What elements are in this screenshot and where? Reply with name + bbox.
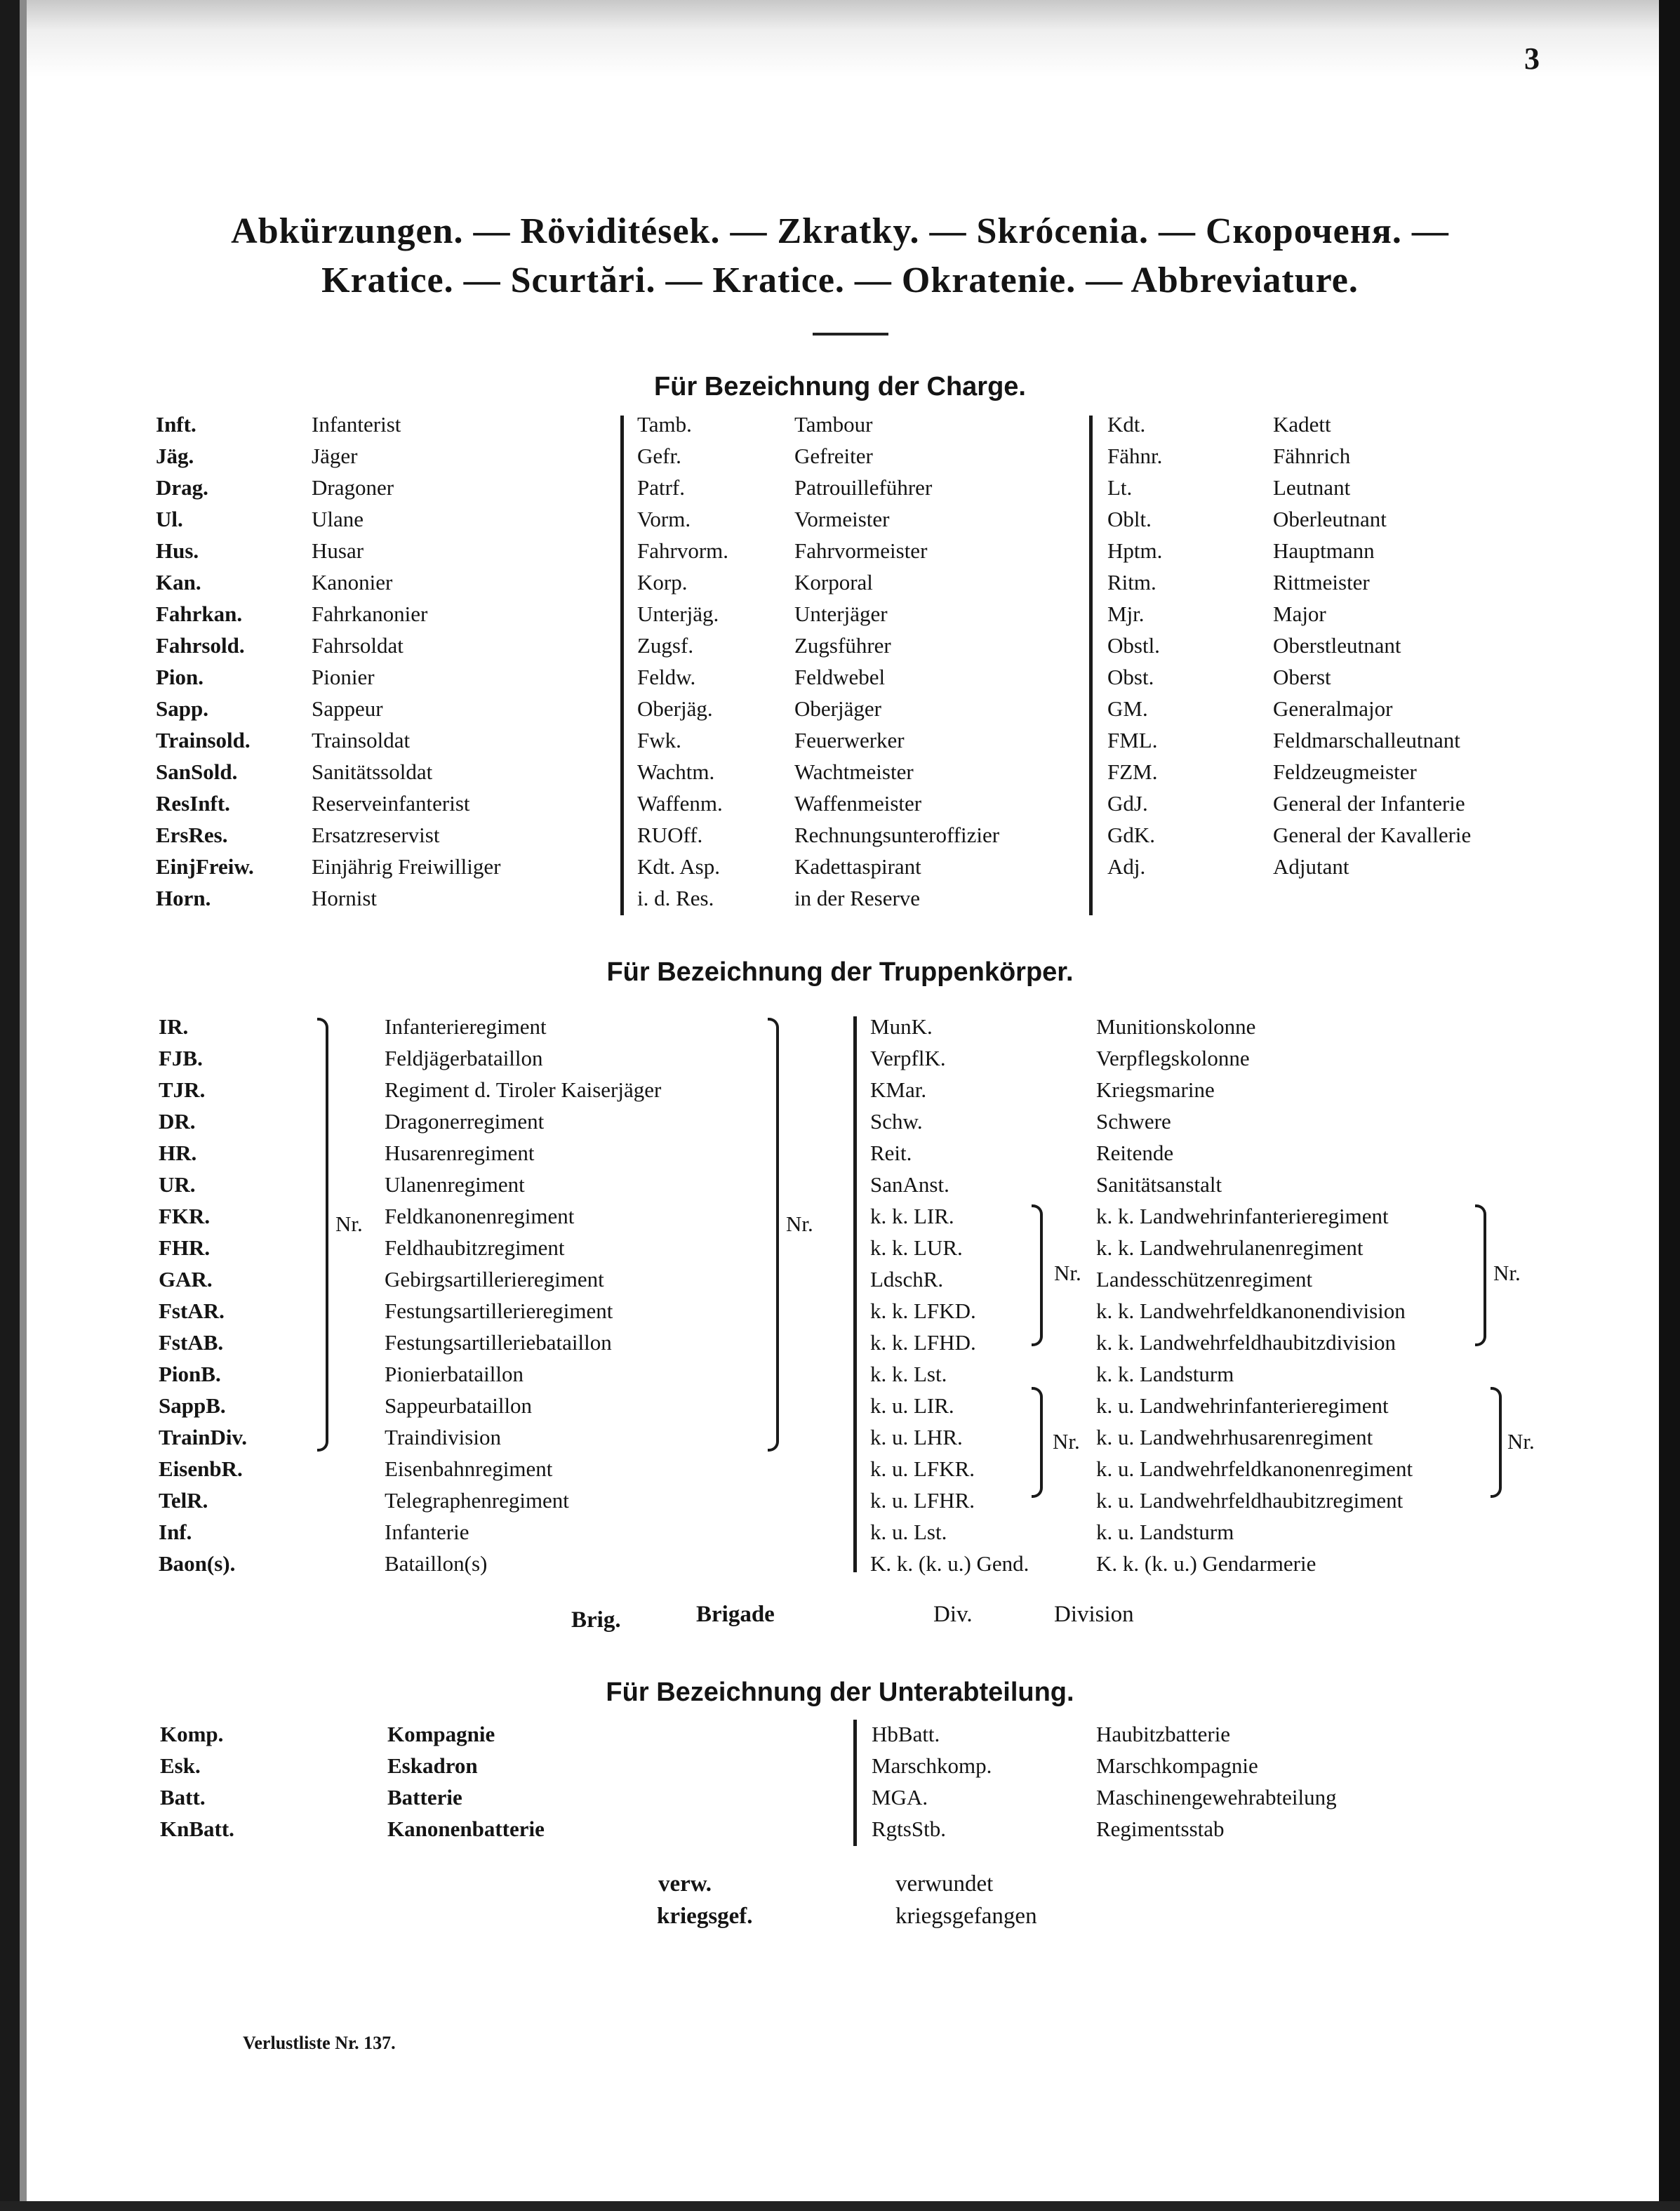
troops-ku-nr-label: Nr. — [1053, 1429, 1080, 1454]
abbreviation-entry: MunK. — [870, 1014, 933, 1039]
meaning-entry: Infanterieregiment — [385, 1014, 547, 1039]
sub-divider — [853, 1720, 857, 1846]
troops-ku-brace-outer — [1491, 1387, 1502, 1498]
abbreviation-entry: Marschkomp. — [872, 1753, 992, 1778]
section-heading-subunits: Für Bezeichnung der Unterabteilung. — [606, 1678, 1074, 1707]
abbreviation-entry: k. k. LUR. — [870, 1235, 963, 1260]
brig-meaning: Brigade — [696, 1602, 775, 1627]
verw-meaning: verwundet — [895, 1871, 994, 1897]
meaning-entry: Sanitätsanstalt — [1096, 1172, 1222, 1197]
troops-kk-brace — [1032, 1204, 1043, 1346]
scan-left-edge — [0, 0, 20, 2211]
abbreviation-entry: Kan. — [156, 570, 201, 595]
meaning-entry: Feldzeugmeister — [1273, 759, 1417, 784]
meaning-entry: Major — [1273, 602, 1326, 626]
abbreviation-entry: FJB. — [159, 1046, 203, 1070]
meaning-entry: Leutnant — [1273, 475, 1351, 500]
meaning-entry: Regimentsstab — [1096, 1817, 1225, 1841]
meaning-entry: Husarenregiment — [385, 1141, 535, 1165]
abbreviation-entry: Ul. — [156, 507, 183, 531]
meaning-entry: Kompagnie — [387, 1722, 495, 1746]
scan-right-edge — [1659, 0, 1680, 2211]
abbreviation-entry: Esk. — [160, 1753, 201, 1778]
abbreviation-entry: Jäg. — [156, 444, 194, 468]
abbreviation-entry: Sapp. — [156, 696, 208, 721]
abbreviation-entry: K. k. (k. u.) Gend. — [870, 1551, 1029, 1576]
abbreviation-entry: Tamb. — [637, 412, 692, 437]
troops-kk-nr-label-outer: Nr. — [1493, 1261, 1521, 1285]
charge-divider-2 — [1089, 416, 1093, 915]
troops-kk-nr-label: Nr. — [1054, 1261, 1081, 1285]
charge-col1-abbreviations — [156, 409, 254, 914]
troops-kk-brace-outer — [1475, 1204, 1486, 1346]
abbreviation-entry: k. k. LFHD. — [870, 1330, 976, 1355]
abbreviation-entry: Kdt. Asp. — [637, 854, 720, 879]
abbreviation-entry: Unterjäg. — [637, 602, 719, 626]
meaning-entry: Batterie — [387, 1785, 462, 1810]
troops-right-abbreviations — [870, 1011, 1029, 1579]
abbreviation-entry: VerpflK. — [870, 1046, 946, 1070]
charge-col2-meanings — [794, 409, 999, 914]
abbreviation-entry: Trainsold. — [156, 728, 251, 752]
abbreviation-entry: Baon(s). — [159, 1551, 236, 1576]
abbreviation-entry: FstAR. — [159, 1299, 225, 1323]
abbreviation-entry: Hptm. — [1107, 538, 1163, 563]
meaning-entry: Einjährig Freiwilliger — [312, 854, 501, 879]
meaning-entry: k. k. Landwehrulanenregiment — [1096, 1235, 1364, 1260]
abbreviation-entry: MGA. — [872, 1785, 928, 1810]
abbreviation-entry: Obst. — [1107, 665, 1154, 689]
meaning-entry: Munitionskolonne — [1096, 1014, 1256, 1039]
meaning-entry: Adjutant — [1273, 854, 1349, 879]
abbreviation-entry: SappB. — [159, 1393, 226, 1418]
meaning-entry: Fahrkanonier — [312, 602, 428, 626]
meaning-entry: Vormeister — [794, 507, 890, 531]
abbreviation-entry: Inft. — [156, 412, 196, 437]
meaning-entry: Haubitzbatterie — [1096, 1722, 1231, 1746]
footer-issue: Verlustliste Nr. 137. — [243, 2033, 396, 2053]
abbreviation-entry: Horn. — [156, 886, 211, 910]
abbreviation-entry: k. u. Lst. — [870, 1520, 947, 1544]
troops-right-meanings — [1096, 1011, 1413, 1579]
title-rule — [813, 333, 888, 336]
page-number: 3 — [1524, 41, 1540, 76]
meaning-entry: Eskadron — [387, 1753, 478, 1778]
abbreviation-entry: RUOff. — [637, 823, 703, 847]
meaning-entry: Marschkompagnie — [1096, 1753, 1258, 1778]
meaning-entry: Oberst — [1273, 665, 1331, 689]
abbreviation-entry: Pion. — [156, 665, 204, 689]
troops-left-nr-label: Nr. — [335, 1211, 363, 1236]
meaning-entry: k. k. Landwehrfeldkanonendivision — [1096, 1299, 1406, 1323]
brig-abbreviation: Brig. — [571, 1607, 621, 1633]
meaning-entry: Fahrvormeister — [794, 538, 928, 563]
meaning-entry: Korporal — [794, 570, 873, 595]
charge-divider-1 — [620, 416, 624, 915]
meaning-entry: Hornist — [312, 886, 377, 910]
abbreviation-entry: UR. — [159, 1172, 196, 1197]
abbreviation-entry: TJR. — [159, 1077, 206, 1102]
abbreviation-entry: Fwk. — [637, 728, 681, 752]
abbreviation-entry: EinjFreiw. — [156, 854, 254, 879]
meaning-entry: Kanonenbatterie — [387, 1817, 545, 1841]
troops-divider — [853, 1016, 857, 1572]
meaning-entry: Kriegsmarine — [1096, 1077, 1215, 1102]
abbreviation-entry: Oblt. — [1107, 507, 1152, 531]
meaning-entry: Sanitätssoldat — [312, 759, 433, 784]
meaning-entry: Bataillon(s) — [385, 1551, 488, 1576]
meaning-entry: Reitende — [1096, 1141, 1174, 1165]
abbreviation-entry: Adj. — [1107, 854, 1146, 879]
meaning-entry: Ersatzreservist — [312, 823, 440, 847]
page-title-line-2: Kratice. — Scurtări. — Kratice. — Okratenie. — Abbreviature. — [321, 260, 1359, 300]
meaning-entry: Ulane — [312, 507, 364, 531]
meaning-entry: Gebirgsartillerieregiment — [385, 1267, 604, 1292]
abbreviation-entry: Fahrvorm. — [637, 538, 729, 563]
troops-left-meanings — [385, 1011, 661, 1579]
meaning-entry: k. k. Landsturm — [1096, 1362, 1234, 1386]
abbreviation-entry: GAR. — [159, 1267, 213, 1292]
troops-left-brace — [317, 1018, 328, 1452]
abbreviation-entry: Hus. — [156, 538, 199, 563]
meaning-entry: Pionier — [312, 665, 375, 689]
abbreviation-entry: DR. — [159, 1109, 196, 1134]
abbreviation-entry: Vorm. — [637, 507, 691, 531]
abbreviation-entry: PionB. — [159, 1362, 221, 1386]
abbreviation-entry: Oberjäg. — [637, 696, 713, 721]
abbreviation-entry: TelR. — [159, 1488, 208, 1513]
meaning-entry: Infanterist — [312, 412, 401, 437]
meaning-entry: Feldmarschalleutnant — [1273, 728, 1460, 752]
meaning-entry: Ulanenregiment — [385, 1172, 525, 1197]
abbreviation-entry: GdK. — [1107, 823, 1156, 847]
abbreviation-entry: GM. — [1107, 696, 1148, 721]
abbreviation-entry: ErsRes. — [156, 823, 228, 847]
abbreviation-entry: Zugsf. — [637, 633, 694, 658]
abbreviation-entry: Korp. — [637, 570, 688, 595]
meaning-entry: Traindivision — [385, 1425, 501, 1449]
meaning-entry: Zugsführer — [794, 633, 891, 658]
krgf-meaning: kriegsgefangen — [895, 1904, 1037, 1929]
meaning-entry: Feldhaubitzregiment — [385, 1235, 565, 1260]
abbreviation-entry: Fahrsold. — [156, 633, 245, 658]
meaning-entry: Verpflegskolonne — [1096, 1046, 1250, 1070]
troops-left-nr-label-2: Nr. — [786, 1211, 813, 1236]
abbreviation-entry: k. k. Lst. — [870, 1362, 947, 1386]
meaning-entry: k. u. Landwehrfeldkanonenregiment — [1096, 1456, 1413, 1481]
meaning-entry: Fähnrich — [1273, 444, 1351, 468]
meaning-entry: Infanterie — [385, 1520, 469, 1544]
meaning-entry: k. u. Landwehrhusarenregiment — [1096, 1425, 1373, 1449]
meaning-entry: Schwere — [1096, 1109, 1171, 1134]
scan-top-shadow — [20, 0, 1659, 77]
meaning-entry: k. u. Landwehrinfanterieregiment — [1096, 1393, 1389, 1418]
meaning-entry: Kadett — [1273, 412, 1331, 437]
abbreviation-entry: Patrf. — [637, 475, 686, 500]
div-abbreviation: Div. — [933, 1602, 973, 1627]
charge-col1-meanings — [312, 409, 500, 914]
meaning-entry: Dragoner — [312, 475, 394, 500]
abbreviation-entry: Waffenm. — [637, 791, 723, 816]
abbreviation-entry: Lt. — [1107, 475, 1133, 500]
troops-left-brace-2 — [768, 1018, 779, 1452]
meaning-entry: Maschinengewehrabteilung — [1096, 1785, 1337, 1810]
abbreviation-entry: SanAnst. — [870, 1172, 949, 1197]
troops-left-abbreviations — [159, 1011, 247, 1579]
abbreviation-entry: IR. — [159, 1014, 189, 1039]
meaning-entry: Gefreiter — [794, 444, 873, 468]
meaning-entry: Feldjägerbataillon — [385, 1046, 543, 1070]
abbreviation-entry: k. k. LIR. — [870, 1204, 954, 1228]
abbreviation-entry: HbBatt. — [872, 1722, 940, 1746]
abbreviation-entry: Schw. — [870, 1109, 923, 1134]
meaning-entry: Wachtmeister — [794, 759, 914, 784]
meaning-entry: Kadettaspirant — [794, 854, 921, 879]
abbreviation-entry: Obstl. — [1107, 633, 1160, 658]
abbreviation-entry: GdJ. — [1107, 791, 1148, 816]
abbreviation-entry: Ritm. — [1107, 570, 1156, 595]
abbreviation-entry: k. u. LIR. — [870, 1393, 954, 1418]
abbreviation-entry: SanSold. — [156, 759, 238, 784]
meaning-entry: Eisenbahnregiment — [385, 1456, 553, 1481]
meaning-entry: Jäger — [312, 444, 358, 468]
abbreviation-entry: k. u. LFHR. — [870, 1488, 975, 1513]
abbreviation-entry: Fähnr. — [1107, 444, 1163, 468]
meaning-entry: Festungsartillerieregiment — [385, 1299, 613, 1323]
meaning-entry: Fahrsoldat — [312, 633, 404, 658]
abbreviation-entry: Batt. — [160, 1785, 206, 1810]
meaning-entry: Tambour — [794, 412, 873, 437]
meaning-entry: Sappeur — [312, 696, 383, 721]
meaning-entry: Patrouilleführer — [794, 475, 933, 500]
scan-left-shade — [20, 0, 27, 2211]
abbreviation-entry: k. k. LFKD. — [870, 1299, 976, 1323]
meaning-entry: Husar — [312, 538, 364, 563]
meaning-entry: Sappeurbataillon — [385, 1393, 533, 1418]
meaning-entry: Rechnungsunteroffizier — [794, 823, 1000, 847]
meaning-entry: Landesschützenregiment — [1096, 1267, 1313, 1292]
meaning-entry: Generalmajor — [1273, 696, 1393, 721]
charge-col3-meanings — [1273, 409, 1471, 882]
meaning-entry: Trainsoldat — [312, 728, 411, 752]
section-heading-troops: Für Bezeichnung der Truppenkörper. — [606, 957, 1074, 987]
troops-ku-brace — [1032, 1387, 1043, 1498]
page-title-line-1: Abkürzungen. — Röviditések. — Zkratky. — Skrócenia. — Скороченя. — — [231, 211, 1449, 251]
abbreviation-entry: FstAB. — [159, 1330, 224, 1355]
meaning-entry: Waffenmeister — [794, 791, 922, 816]
meaning-entry: Oberjäger — [794, 696, 881, 721]
verw-abbreviation: verw. — [658, 1871, 712, 1897]
meaning-entry: Dragonerregiment — [385, 1109, 545, 1134]
meaning-entry: Feldwebel — [794, 665, 886, 689]
abbreviation-entry: Gefr. — [637, 444, 681, 468]
abbreviation-entry: Wachtm. — [637, 759, 715, 784]
sub-right-meanings — [1096, 1718, 1337, 1845]
meaning-entry: k. u. Landsturm — [1096, 1520, 1234, 1544]
meaning-entry: Pionierbataillon — [385, 1362, 524, 1386]
meaning-entry: in der Reserve — [794, 886, 921, 910]
scan-bottom-edge — [0, 2201, 1680, 2211]
meaning-entry: Rittmeister — [1273, 570, 1370, 595]
abbreviation-entry: KnBatt. — [160, 1817, 234, 1841]
abbreviation-entry: FKR. — [159, 1204, 211, 1228]
charge-col2-abbreviations — [637, 409, 728, 914]
abbreviation-entry: Mjr. — [1107, 602, 1145, 626]
meaning-entry: Hauptmann — [1273, 538, 1375, 563]
sub-right-abbreviations — [872, 1718, 992, 1845]
charge-col3-abbreviations — [1107, 409, 1162, 882]
meaning-entry: General der Infanterie — [1273, 791, 1465, 816]
section-heading-charge: Für Bezeichnung der Charge. — [654, 372, 1026, 401]
abbreviation-entry: i. d. Res. — [637, 886, 714, 910]
meaning-entry: Reserveinfanterist — [312, 791, 470, 816]
meaning-entry: k. k. Landwehrfeldhaubitzdivision — [1096, 1330, 1396, 1355]
meaning-entry: Regiment d. Tiroler Kaiserjäger — [385, 1077, 662, 1102]
abbreviation-entry: ResInft. — [156, 791, 230, 816]
abbreviation-entry: Komp. — [160, 1722, 224, 1746]
meaning-entry: Festungsartilleriebataillon — [385, 1330, 612, 1355]
sub-left-meanings — [387, 1718, 545, 1845]
troops-ku-nr-label-outer: Nr. — [1507, 1429, 1535, 1454]
sub-left-abbreviations — [160, 1718, 234, 1845]
abbreviation-entry: FML. — [1107, 728, 1158, 752]
div-meaning: Division — [1054, 1602, 1134, 1627]
meaning-entry: K. k. (k. u.) Gendarmerie — [1096, 1551, 1316, 1576]
abbreviation-entry: Inf. — [159, 1520, 192, 1544]
abbreviation-entry: k. u. LHR. — [870, 1425, 963, 1449]
abbreviation-entry: Reit. — [870, 1141, 912, 1165]
meaning-entry: General der Kavallerie — [1273, 823, 1472, 847]
abbreviation-entry: KMar. — [870, 1077, 927, 1102]
abbreviation-entry: FZM. — [1107, 759, 1158, 784]
meaning-entry: Oberleutnant — [1273, 507, 1387, 531]
abbreviation-entry: LdschR. — [870, 1267, 944, 1292]
meaning-entry: Kanonier — [312, 570, 393, 595]
abbreviation-entry: FHR. — [159, 1235, 211, 1260]
abbreviation-entry: k. u. LFKR. — [870, 1456, 975, 1481]
abbreviation-entry: Drag. — [156, 475, 208, 500]
meaning-entry: Feuerwerker — [794, 728, 905, 752]
abbreviation-entry: RgtsStb. — [872, 1817, 946, 1841]
abbreviation-entry: Feldw. — [637, 665, 696, 689]
abbreviation-entry: HR. — [159, 1141, 197, 1165]
abbreviation-entry: Fahrkan. — [156, 602, 243, 626]
meaning-entry: k. k. Landwehrinfanterieregiment — [1096, 1204, 1389, 1228]
meaning-entry: Oberstleutnant — [1273, 633, 1401, 658]
meaning-entry: k. u. Landwehrfeldhaubitzregiment — [1096, 1488, 1404, 1513]
abbreviation-entry: EisenbR. — [159, 1456, 243, 1481]
krgf-abbreviation: kriegsgef. — [657, 1904, 753, 1929]
abbreviation-entry: TrainDiv. — [159, 1425, 248, 1449]
abbreviation-entry: Kdt. — [1107, 412, 1146, 437]
meaning-entry: Telegraphenregiment — [385, 1488, 569, 1513]
meaning-entry: Unterjäger — [794, 602, 888, 626]
meaning-entry: Feldkanonenregiment — [385, 1204, 575, 1228]
